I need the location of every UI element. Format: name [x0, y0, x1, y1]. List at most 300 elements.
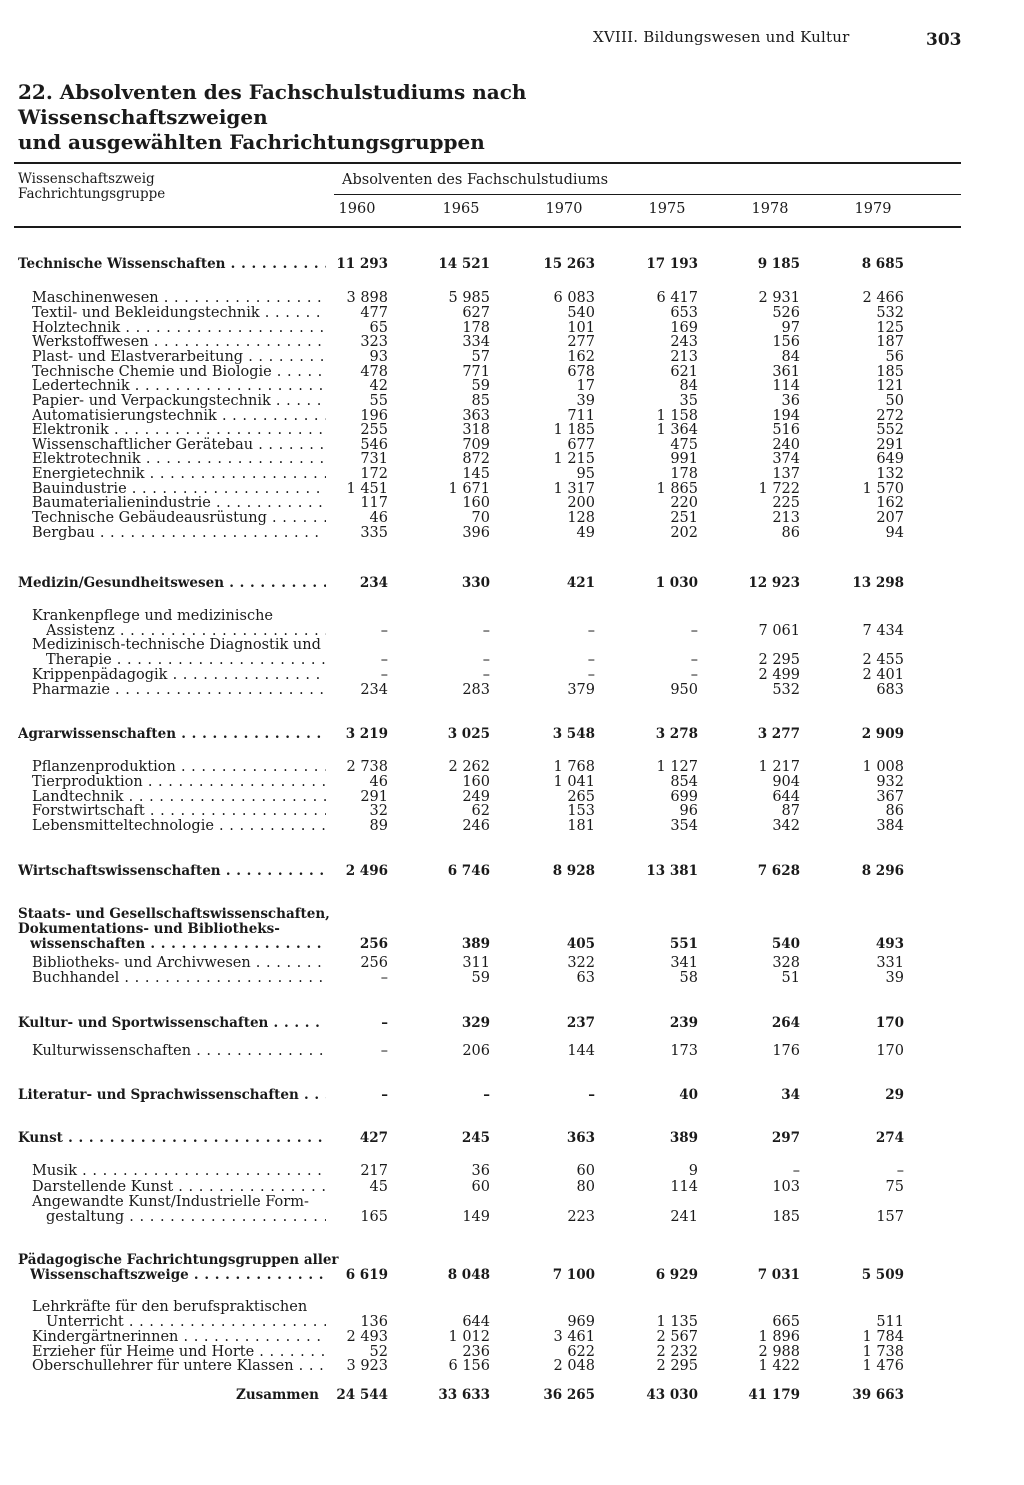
table-cell: 540 [771, 936, 800, 952]
table-cell: 65 [369, 320, 388, 336]
table-cell: 342 [772, 818, 800, 834]
table-cell: 264 [771, 1015, 800, 1031]
table-cell: 678 [567, 364, 595, 380]
year-header: 1965 [442, 201, 480, 217]
stub-header-line: Fachrichtungsgruppe [18, 186, 166, 202]
table-cell: 36 [781, 393, 800, 409]
table-cell: 128 [567, 510, 595, 526]
table-cell: 3 219 [345, 726, 388, 742]
table-cell: 202 [670, 525, 698, 541]
table-cell: – [587, 652, 595, 668]
table-cell: 1 722 [758, 481, 800, 497]
table-cell: 6 929 [655, 1267, 698, 1283]
table-cell: – [587, 667, 595, 683]
table-cell: 297 [771, 1130, 800, 1146]
table-cell: 493 [875, 936, 904, 952]
table-cell: 644 [772, 789, 800, 805]
table-cell: 622 [567, 1344, 595, 1360]
table-cell: 2 262 [448, 759, 490, 775]
table-cell: 207 [876, 510, 904, 526]
table-cell: 731 [360, 451, 388, 467]
table-cell: 63 [576, 970, 595, 986]
table-cell: 17 193 [646, 256, 698, 272]
table-cell: 872 [462, 451, 490, 467]
table-cell: 322 [567, 955, 595, 971]
table-cell: 421 [566, 575, 595, 591]
table-cell: 157 [876, 1209, 904, 1225]
table-cell: 7 031 [757, 1267, 800, 1283]
row-label: Literatur- und Sprachwissenschaften . . . [18, 1087, 326, 1103]
row-label: Pharmazie . . . [32, 682, 326, 698]
table-cell: 13 298 [852, 575, 904, 591]
stub-header [18, 172, 165, 202]
table-cell: 2 499 [758, 667, 800, 683]
table-cell: 225 [772, 495, 800, 511]
table-cell: 56 [885, 349, 904, 365]
row-label: Landtechnik . . . [32, 789, 326, 805]
table-cell: 84 [781, 349, 800, 365]
year-header: 1970 [545, 201, 583, 217]
table-cell: 42 [369, 378, 388, 394]
table-cell: – [896, 1163, 904, 1179]
table-cell: 5 509 [861, 1267, 904, 1283]
table-cell: 1 671 [448, 481, 490, 497]
row-label: Ledertechnik . . . [32, 378, 326, 394]
table-cell: 8 296 [861, 863, 904, 879]
table-cell: 2 738 [346, 759, 388, 775]
row-label: Wissenschaftszweige . . . [30, 1267, 326, 1283]
table-cell: 194 [772, 408, 800, 424]
row-label: Darstellende Kunst . . . [32, 1179, 326, 1195]
table-cell: 334 [462, 334, 490, 350]
table-cell: 283 [462, 682, 490, 698]
table-cell: 8 048 [447, 1267, 490, 1283]
table-cell: 6 417 [656, 290, 698, 306]
table-cell: 89 [369, 818, 388, 834]
table-cell: 363 [566, 1130, 595, 1146]
row-label: Kunst . . . [18, 1130, 326, 1146]
table-cell: 96 [679, 803, 698, 819]
table-cell: 176 [772, 1043, 800, 1059]
year-header: 1978 [751, 201, 789, 217]
table-cell: 59 [471, 970, 490, 986]
table-cell: 991 [670, 451, 698, 467]
row-label: Oberschullehrer für untere Klassen . . . [32, 1358, 326, 1374]
table-cell: 1 215 [553, 451, 595, 467]
row-label: wissenschaften . . . [30, 936, 326, 952]
row-label: gestaltung . . . [46, 1209, 326, 1225]
table-cell: 236 [462, 1344, 490, 1360]
row-label: Erzieher für Heime und Horte . . . [32, 1344, 326, 1360]
table-cell: 6 619 [345, 1267, 388, 1283]
row-label: Technische Wissenschaften . . . [18, 256, 326, 272]
row-label: Pflanzenproduktion . . . [32, 759, 326, 775]
year-header: 1975 [648, 201, 686, 217]
table-cell: 1 317 [553, 481, 595, 497]
row-label: Agrarwissenschaften . . . [18, 726, 326, 742]
table-cell: 39 [885, 970, 904, 986]
table-cell: 172 [360, 466, 388, 482]
table-cell: 121 [876, 378, 904, 394]
table-cell: 1 784 [862, 1329, 904, 1345]
table-cell: 367 [876, 789, 904, 805]
table-cell: 125 [876, 320, 904, 336]
table-cell: 223 [567, 1209, 595, 1225]
table-cell: 405 [566, 936, 595, 952]
table-cell: 540 [567, 305, 595, 321]
table-cell: 57 [471, 349, 490, 365]
row-label: Assistenz . . . [46, 623, 326, 639]
total-cell: 33 633 [438, 1387, 490, 1403]
table-cell: 2 466 [862, 290, 904, 306]
total-cell: 43 030 [646, 1387, 698, 1403]
table-cell: 80 [576, 1179, 595, 1195]
row-label: Unterricht . . . [46, 1314, 326, 1330]
table-cell: 1 451 [346, 481, 388, 497]
table-cell: 699 [670, 789, 698, 805]
table-cell: 1 738 [862, 1344, 904, 1360]
table-cell: 2 401 [862, 667, 904, 683]
table-cell: – [482, 652, 490, 668]
row-label: Forstwirtschaft . . . [32, 803, 326, 819]
table-cell: 196 [360, 408, 388, 424]
row-label: Lebensmitteltechnologie . . . [32, 818, 326, 834]
table-cell: – [380, 652, 388, 668]
table-cell: 245 [461, 1130, 490, 1146]
table-title [18, 80, 778, 155]
table-cell: – [690, 667, 698, 683]
table-cell: 181 [567, 818, 595, 834]
table-cell: 546 [360, 437, 388, 453]
row-label: Bergbau . . . [32, 525, 326, 541]
table-cell: 1 127 [656, 759, 698, 775]
row-label: Plast- und Elastverarbeitung . . . [32, 349, 326, 365]
table-cell: 12 923 [748, 575, 800, 591]
row-label-line: Dokumentations- und Bibliotheks- [18, 921, 280, 937]
table-cell: 1 185 [553, 422, 595, 438]
table-cell: 36 [471, 1163, 490, 1179]
row-label: Papier- und Verpackungstechnik . . . [32, 393, 326, 409]
top-rule [14, 162, 961, 164]
table-cell: 144 [567, 1043, 595, 1059]
row-label: Kindergärtnerinnen . . . [32, 1329, 326, 1345]
table-cell: 396 [462, 525, 490, 541]
group-header: Absolventen des Fachschulstudiums [342, 172, 609, 188]
table-cell: 1 364 [656, 422, 698, 438]
table-cell: 15 263 [543, 256, 595, 272]
table-cell: 1 476 [862, 1358, 904, 1374]
table-cell: 9 185 [757, 256, 800, 272]
table-cell: 187 [876, 334, 904, 350]
table-cell: 384 [876, 818, 904, 834]
table-cell: 249 [462, 789, 490, 805]
table-cell: 274 [875, 1130, 904, 1146]
table-cell: 665 [772, 1314, 800, 1330]
table-cell: 95 [576, 466, 595, 482]
table-cell: 7 434 [862, 623, 904, 639]
row-label: Therapie . . . [46, 652, 326, 668]
table-cell: 3 923 [346, 1358, 388, 1374]
table-cell: 156 [772, 334, 800, 350]
table-cell: 145 [462, 466, 490, 482]
table-cell: 45 [369, 1179, 388, 1195]
row-label-line: Krankenpflege und medizinische [32, 608, 274, 624]
table-cell: 2 909 [861, 726, 904, 742]
table-cell: 241 [670, 1209, 698, 1225]
table-cell: 532 [876, 305, 904, 321]
table-cell: 239 [669, 1015, 698, 1031]
table-cell: 213 [772, 510, 800, 526]
table-cell: 291 [876, 437, 904, 453]
row-label-line: Staats- und Gesellschaftswissenschaften, [18, 906, 330, 922]
table-cell: 2 295 [656, 1358, 698, 1374]
table-cell: 311 [462, 955, 490, 971]
table-cell: 162 [567, 349, 595, 365]
table-cell: 153 [567, 803, 595, 819]
table-cell: 3 025 [447, 726, 490, 742]
table-cell: 29 [885, 1087, 904, 1103]
table-cell: 62 [471, 803, 490, 819]
table-cell: 1 012 [448, 1329, 490, 1345]
table-cell: 49 [576, 525, 595, 541]
table-cell: 55 [369, 393, 388, 409]
table-cell: 8 685 [861, 256, 904, 272]
table-cell: 58 [679, 970, 698, 986]
table-cell: 178 [670, 466, 698, 482]
total-label: Zusammen [236, 1387, 319, 1403]
table-cell: 6 156 [448, 1358, 490, 1374]
table-cell: 34 [781, 1087, 800, 1103]
table-cell: 3 461 [553, 1329, 595, 1345]
table-cell: 644 [462, 1314, 490, 1330]
table-cell: 40 [679, 1087, 698, 1103]
table-cell: 13 381 [646, 863, 698, 879]
table-cell: – [587, 623, 595, 639]
table-cell: 3 277 [757, 726, 800, 742]
table-cell: 932 [876, 774, 904, 790]
table-cell: 114 [772, 378, 800, 394]
table-cell: 330 [461, 575, 490, 591]
table-cell: 335 [360, 525, 388, 541]
table-cell: 132 [876, 466, 904, 482]
table-cell: – [381, 1015, 388, 1031]
table-cell: 363 [462, 408, 490, 424]
row-label: Wissenschaftlicher Gerätebau . . . [32, 437, 326, 453]
table-cell: 162 [876, 495, 904, 511]
row-label: Werkstoffwesen . . . [32, 334, 326, 350]
table-cell: 427 [359, 1130, 388, 1146]
table-cell: 1 865 [656, 481, 698, 497]
table-cell: 170 [876, 1043, 904, 1059]
table-cell: 39 [576, 393, 595, 409]
table-cell: 169 [670, 320, 698, 336]
table-cell: – [380, 667, 388, 683]
row-label: Baumaterialienindustrie . . . [32, 495, 326, 511]
table-cell: 17 [576, 378, 595, 394]
table-cell: 2 295 [758, 652, 800, 668]
table-cell: 243 [670, 334, 698, 350]
table-cell: 97 [781, 320, 800, 336]
table-cell: 950 [670, 682, 698, 698]
table-cell: 1 570 [862, 481, 904, 497]
table-cell: 277 [567, 334, 595, 350]
table-cell: 291 [360, 789, 388, 805]
table-cell: 379 [567, 682, 595, 698]
table-cell: 2 988 [758, 1344, 800, 1360]
row-label: Maschinenwesen . . . [32, 290, 326, 306]
table-cell: 137 [772, 466, 800, 482]
row-label: Textil- und Bekleidungstechnik . . . [32, 305, 326, 321]
table-cell: 329 [461, 1015, 490, 1031]
total-cell: 41 179 [748, 1387, 800, 1403]
table-cell: 854 [670, 774, 698, 790]
table-cell: 1 030 [655, 575, 698, 591]
header-rule [334, 194, 961, 195]
table-cell: 86 [781, 525, 800, 541]
row-label: Kultur- und Sportwissenschaften . . . [18, 1015, 326, 1031]
row-label-line: Pädagogische Fachrichtungsgruppen aller [18, 1252, 339, 1268]
table-cell: 173 [670, 1043, 698, 1059]
table-cell: 256 [360, 955, 388, 971]
table-cell: 2 493 [346, 1329, 388, 1345]
table-cell: 206 [462, 1043, 490, 1059]
running-head: XVIII. Bildungswesen und Kultur [593, 28, 850, 46]
stub-header-line: Wissenschaftszweig [18, 171, 155, 187]
table-cell: 251 [670, 510, 698, 526]
bottom-header-rule [14, 226, 961, 228]
table-cell: 165 [360, 1209, 388, 1225]
table-cell: 2 496 [345, 863, 388, 879]
table-cell: 318 [462, 422, 490, 438]
table-cell: 3 548 [552, 726, 595, 742]
table-cell: 552 [876, 422, 904, 438]
table-cell: 246 [462, 818, 490, 834]
table-cell: – [690, 623, 698, 639]
table-cell: 46 [369, 510, 388, 526]
table-cell: 6 746 [447, 863, 490, 879]
row-label: Krippenpädagogik . . . [32, 667, 326, 683]
table-cell: 328 [772, 955, 800, 971]
table-cell: 7 061 [758, 623, 800, 639]
table-cell: 532 [772, 682, 800, 698]
table-cell: 477 [360, 305, 388, 321]
table-cell: 1 768 [553, 759, 595, 775]
row-label: Bibliotheks- und Archivwesen . . . [32, 955, 326, 971]
row-label: Kulturwissenschaften . . . [32, 1043, 326, 1059]
row-label-line: Angewandte Kunst/Industrielle Form- [32, 1194, 309, 1210]
table-cell: 389 [669, 1130, 698, 1146]
table-cell: 32 [369, 803, 388, 819]
table-cell: 35 [679, 393, 698, 409]
table-cell: – [483, 1087, 490, 1103]
table-cell: 75 [885, 1179, 904, 1195]
table-cell: 101 [567, 320, 595, 336]
table-cell: 103 [772, 1179, 800, 1195]
table-cell: 11 293 [336, 256, 388, 272]
table-cell: 677 [567, 437, 595, 453]
table-cell: 653 [670, 305, 698, 321]
table-cell: 2 931 [758, 290, 800, 306]
year-header: 1979 [854, 201, 892, 217]
row-label: Elektronik . . . [32, 422, 326, 438]
table-cell: 3 898 [346, 290, 388, 306]
table-cell: 185 [876, 364, 904, 380]
row-label: Elektrotechnik . . . [32, 451, 326, 467]
table-cell: 341 [670, 955, 698, 971]
table-cell: 374 [772, 451, 800, 467]
table-cell: 149 [462, 1209, 490, 1225]
table-cell: 84 [679, 378, 698, 394]
total-cell: 39 663 [852, 1387, 904, 1403]
table-cell: 1 008 [862, 759, 904, 775]
table-cell: – [380, 970, 388, 986]
row-label: Technische Chemie und Biologie . . . [32, 364, 326, 380]
table-cell: 185 [772, 1209, 800, 1225]
table-cell: 234 [359, 575, 388, 591]
row-label: Wirtschaftswissenschaften . . . [18, 863, 326, 879]
table-cell: 516 [772, 422, 800, 438]
table-cell: 969 [567, 1314, 595, 1330]
table-cell: 178 [462, 320, 490, 336]
row-label: Energietechnik . . . [32, 466, 326, 482]
table-cell: – [690, 652, 698, 668]
table-cell: 354 [670, 818, 698, 834]
table-cell: 2 048 [553, 1358, 595, 1374]
table-cell: 50 [885, 393, 904, 409]
table-cell: 771 [462, 364, 490, 380]
table-cell: 526 [772, 305, 800, 321]
row-label-line: Lehrkräfte für den berufspraktischen [32, 1299, 308, 1315]
table-cell: 627 [462, 305, 490, 321]
table-cell: 60 [576, 1163, 595, 1179]
table-cell: 7 100 [552, 1267, 595, 1283]
table-cell: 1 135 [656, 1314, 698, 1330]
table-cell: 265 [567, 789, 595, 805]
row-label: Medizin/Gesundheitswesen . . . [18, 575, 326, 591]
table-cell: 475 [670, 437, 698, 453]
table-cell: 709 [462, 437, 490, 453]
table-cell: – [381, 1087, 388, 1103]
row-label: Automatisierungstechnik . . . [32, 408, 326, 424]
table-cell: 217 [360, 1163, 388, 1179]
table-cell: 361 [772, 364, 800, 380]
row-label: Tierproduktion . . . [32, 774, 326, 790]
page-number: 303 [926, 30, 962, 50]
table-cell: 1 422 [758, 1358, 800, 1374]
table-cell: 114 [670, 1179, 698, 1195]
table-cell: 331 [876, 955, 904, 971]
year-header: 1960 [338, 201, 376, 217]
table-cell: 70 [471, 510, 490, 526]
table-cell: 5 985 [448, 290, 490, 306]
table-cell: 213 [670, 349, 698, 365]
table-cell: 220 [670, 495, 698, 511]
table-cell: 551 [669, 936, 698, 952]
table-cell: 52 [369, 1344, 388, 1360]
table-cell: 1 217 [758, 759, 800, 775]
table-cell: – [588, 1087, 595, 1103]
table-cell: 6 083 [553, 290, 595, 306]
table-cell: – [380, 1043, 388, 1059]
table-cell: 85 [471, 393, 490, 409]
table-cell: 649 [876, 451, 904, 467]
table-cell: 2 232 [656, 1344, 698, 1360]
table-cell: 389 [461, 936, 490, 952]
row-label: Holztechnik . . . [32, 320, 326, 336]
table-cell: 170 [875, 1015, 904, 1031]
table-cell: 200 [567, 495, 595, 511]
row-label: Bauindustrie . . . [32, 481, 326, 497]
